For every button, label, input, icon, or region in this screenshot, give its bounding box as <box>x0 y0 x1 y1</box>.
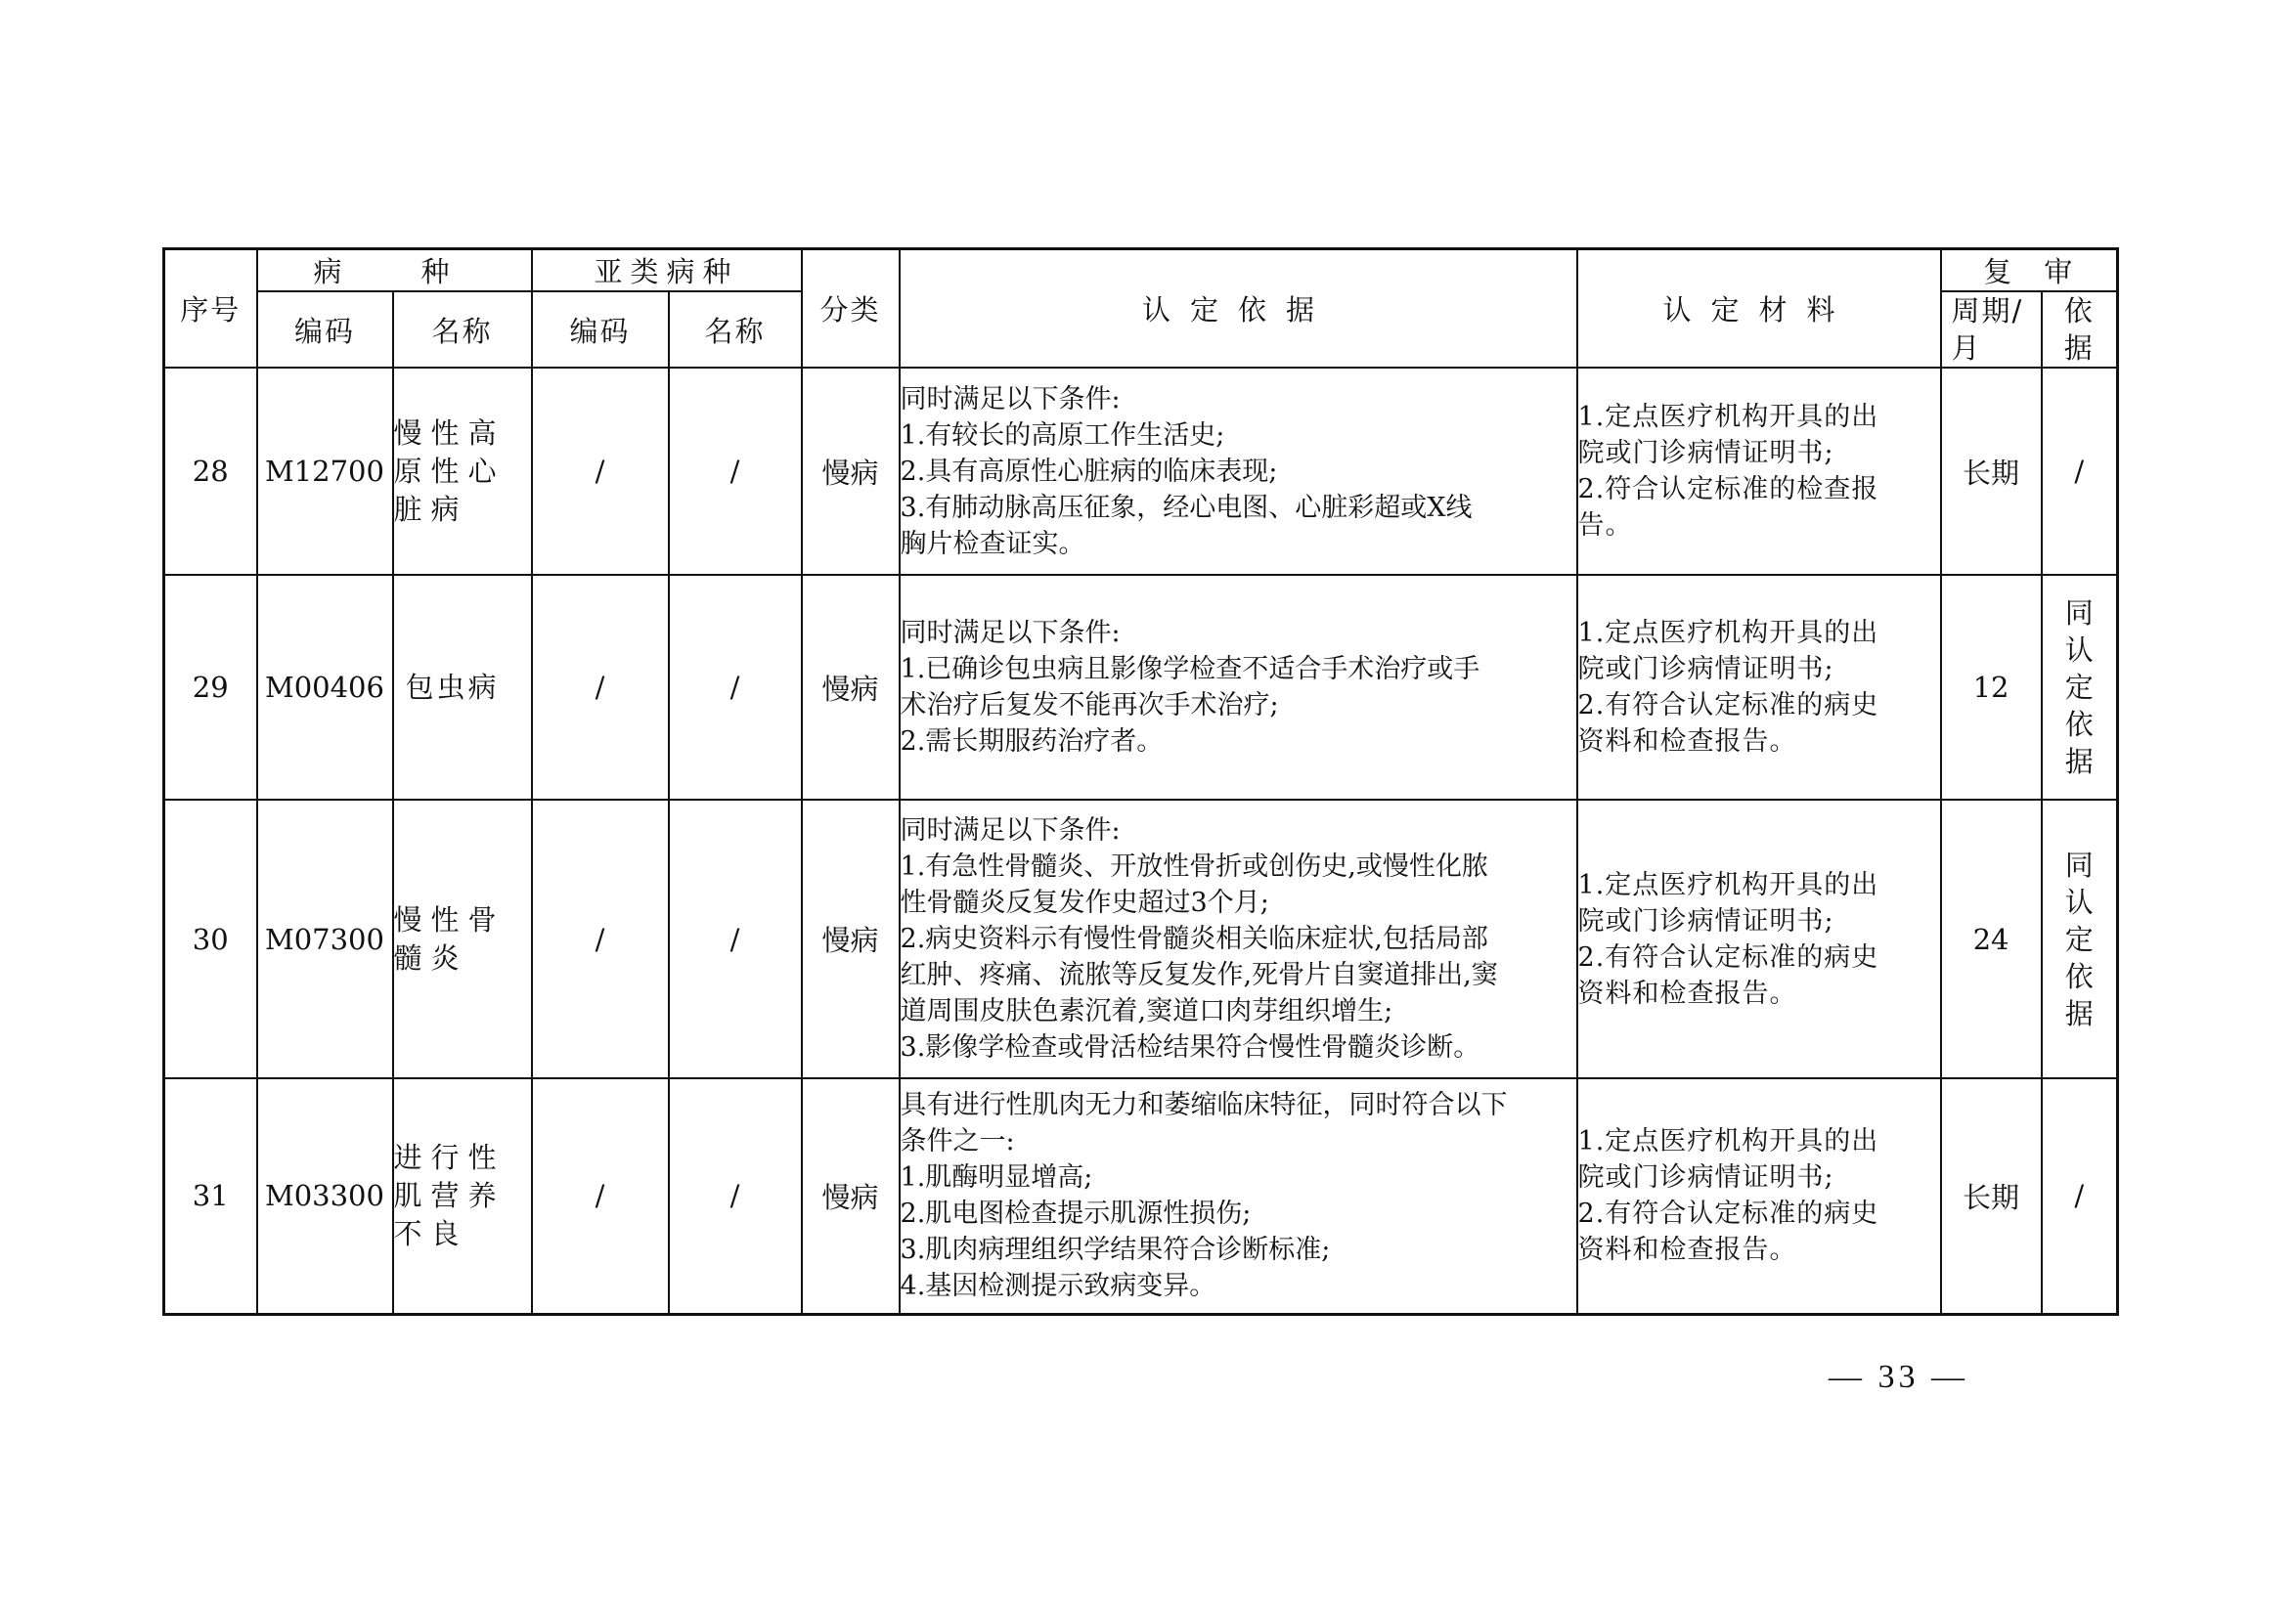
table-row <box>164 800 2118 1078</box>
basis-line: 2.肌电图检查提示肌源性损伤; <box>900 1199 1252 1230</box>
materials-line: 1.定点医疗机构开具的出 <box>1577 402 1879 432</box>
review-basis-char: 依 <box>2064 708 2094 741</box>
row-category: 慢病 <box>802 575 900 800</box>
basis-line: 性骨髓炎反复发作史超过3个月; <box>900 888 1269 918</box>
header-code: 编码 <box>257 291 393 368</box>
row-materials <box>1577 575 1941 800</box>
row-seq: 30 <box>164 800 257 1078</box>
materials-line: 2.有符合认定标准的病史 <box>1577 1199 1879 1230</box>
basis-line: 同时满足以下条件: <box>900 618 1121 648</box>
materials-line: 院或门诊病情证明书; <box>1577 905 1834 937</box>
header-disease-group: 病 种 <box>257 249 532 292</box>
materials-line: 1.定点医疗机构开具的出 <box>1577 618 1879 648</box>
materials-line: 资料和检查报告。 <box>1577 978 1797 1009</box>
basis-line: 4.基因检测提示致病变异。 <box>900 1271 1216 1302</box>
materials-line: 院或门诊病情证明书; <box>1577 1162 1834 1194</box>
row-seq: 28 <box>164 368 257 575</box>
row-review-basis <box>2042 368 2118 575</box>
materials-line: 1.定点医疗机构开具的出 <box>1577 869 1879 900</box>
row-code: M00406 <box>257 575 393 800</box>
disease-name-line: 髓炎 <box>393 940 468 975</box>
review-basis-char: 依 <box>2064 959 2094 993</box>
table-row <box>164 1078 2118 1314</box>
basis-line: 道周围皮肤色素沉着,窦道口肉芽组织增生; <box>900 996 1393 1026</box>
row-seq: 31 <box>164 1078 257 1314</box>
review-basis-char: 据 <box>2064 996 2094 1030</box>
row-sub-code: / <box>532 575 669 800</box>
row-sub-code: / <box>532 368 669 575</box>
row-category: 慢病 <box>802 800 900 1078</box>
row-review-basis <box>2042 1078 2118 1314</box>
row-review-basis <box>2042 800 2118 1078</box>
row-materials <box>1577 800 1941 1078</box>
header-review-group: 复 审 <box>1941 249 2118 292</box>
review-basis-char: 同 <box>2064 596 2094 630</box>
row-category: 慢病 <box>802 368 900 575</box>
row-period: 长期 <box>1941 368 2042 575</box>
basis-line: 1.有急性骨髓炎、开放性骨折或创伤史,或慢性化脓 <box>900 851 1488 882</box>
materials-line: 1.定点医疗机构开具的出 <box>1577 1126 1879 1157</box>
disease-name-line: 脏病 <box>393 492 468 526</box>
row-materials <box>1577 1078 1941 1314</box>
row-seq: 29 <box>164 575 257 800</box>
row-materials <box>1577 368 1941 575</box>
row-basis <box>900 575 1577 800</box>
basis-line: 1.有较长的高原工作生活史; <box>900 419 1225 451</box>
basis-line: 3.有肺动脉高压征象，经心电图、心脏彩超或X线 <box>900 492 1473 523</box>
row-sub-name: / <box>669 575 802 800</box>
materials-line: 2.有符合认定标准的病史 <box>1577 690 1879 720</box>
row-code: M03300 <box>257 1078 393 1314</box>
row-disease-name <box>393 800 532 1078</box>
row-sub-name: / <box>669 800 802 1078</box>
header-category: 分类 <box>802 249 900 369</box>
review-basis-char: / <box>2074 455 2085 488</box>
basis-line: 3.影像学检查或骨活检结果符合慢性骨髓炎诊断。 <box>900 1032 1480 1063</box>
row-sub-code: / <box>532 1078 669 1314</box>
row-period: 12 <box>1941 575 2042 800</box>
header-materials: 认定材料 <box>1577 249 1941 369</box>
disease-name-line: 原性心 <box>393 454 506 488</box>
basis-line: 具有进行性肌肉无力和萎缩临床特征，同时符合以下 <box>900 1090 1508 1121</box>
header-basis: 认定依据 <box>900 249 1577 369</box>
materials-line: 2.符合认定标准的检查报 <box>1577 474 1879 504</box>
basis-line: 2.需长期服药治疗者。 <box>900 726 1164 757</box>
row-basis <box>900 368 1577 575</box>
header-name: 名称 <box>393 291 532 368</box>
header-seq: 序号 <box>164 249 257 369</box>
review-basis-char: 认 <box>2064 885 2094 919</box>
basis-line: 1.肌酶明显增高; <box>900 1162 1093 1194</box>
disease-criteria-table <box>162 247 2119 1316</box>
materials-line: 2.有符合认定标准的病史 <box>1577 941 1879 973</box>
header-review-basis: 依 据 <box>2042 291 2118 368</box>
row-sub-name: / <box>669 368 802 575</box>
basis-line: 1.已确诊包虫病且影像学检查不适合手术治疗或手 <box>900 654 1480 684</box>
basis-line: 同时满足以下条件: <box>900 383 1121 414</box>
row-review-basis <box>2042 575 2118 800</box>
basis-line: 3.肌肉病理组织学结果符合诊断标准; <box>900 1235 1331 1266</box>
basis-line: 同时满足以下条件: <box>900 815 1121 846</box>
row-disease-name <box>393 368 532 575</box>
header-sub-code: 编码 <box>532 291 669 368</box>
row-category: 慢病 <box>802 1078 900 1314</box>
row-code: M07300 <box>257 800 393 1078</box>
basis-line: 条件之一: <box>900 1126 1015 1157</box>
basis-line: 2.病史资料示有慢性骨髓炎相关临床症状,包括局部 <box>900 924 1488 954</box>
row-sub-name: / <box>669 1078 802 1314</box>
row-period: 长期 <box>1941 1078 2042 1314</box>
basis-line: 术治疗后复发不能再次手术治疗; <box>900 690 1279 720</box>
basis-line: 胸片检查证实。 <box>900 528 1085 559</box>
disease-name-line: 慢性高 <box>393 415 506 450</box>
row-disease-name <box>393 575 532 800</box>
row-code: M12700 <box>257 368 393 575</box>
review-basis-char: 同 <box>2064 848 2094 882</box>
row-basis <box>900 800 1577 1078</box>
header-subtype-group: 亚类病种 <box>532 249 802 292</box>
materials-line: 资料和检查报告。 <box>1577 1235 1797 1266</box>
row-sub-code: / <box>532 800 669 1078</box>
materials-line: 院或门诊病情证明书; <box>1577 654 1834 684</box>
materials-line: 资料和检查报告。 <box>1577 726 1797 757</box>
disease-name-line: 肌营养 <box>393 1178 506 1212</box>
review-basis-char: / <box>2074 1179 2085 1213</box>
row-basis <box>900 1078 1577 1314</box>
table-body <box>164 368 2118 1314</box>
page-number: — 33 — <box>1829 1359 1968 1395</box>
review-basis-char: 据 <box>2064 745 2094 778</box>
materials-line: 告。 <box>1577 510 1633 541</box>
row-period: 24 <box>1941 800 2042 1078</box>
review-basis-char: 定 <box>2064 922 2094 956</box>
disease-name-line: 慢性骨 <box>393 902 506 937</box>
disease-name-line: 进行性 <box>393 1140 506 1174</box>
review-basis-char: 认 <box>2064 633 2094 667</box>
materials-line: 院或门诊病情证明书; <box>1577 438 1834 468</box>
table-row <box>164 368 2118 575</box>
header-period: 周期/ 月 <box>1941 291 2042 368</box>
basis-line: 红肿、疼痛、流脓等反复发作,死骨片自窦道排出,窦 <box>900 960 1498 990</box>
disease-name-line: 包虫病 <box>405 670 500 704</box>
disease-name-line: 不良 <box>393 1216 468 1250</box>
review-basis-char: 定 <box>2064 671 2094 704</box>
basis-line: 2.具有高原性心脏病的临床表现; <box>900 456 1278 487</box>
row-disease-name <box>393 1078 532 1314</box>
table-row <box>164 575 2118 800</box>
header-sub-name: 名称 <box>669 291 802 368</box>
